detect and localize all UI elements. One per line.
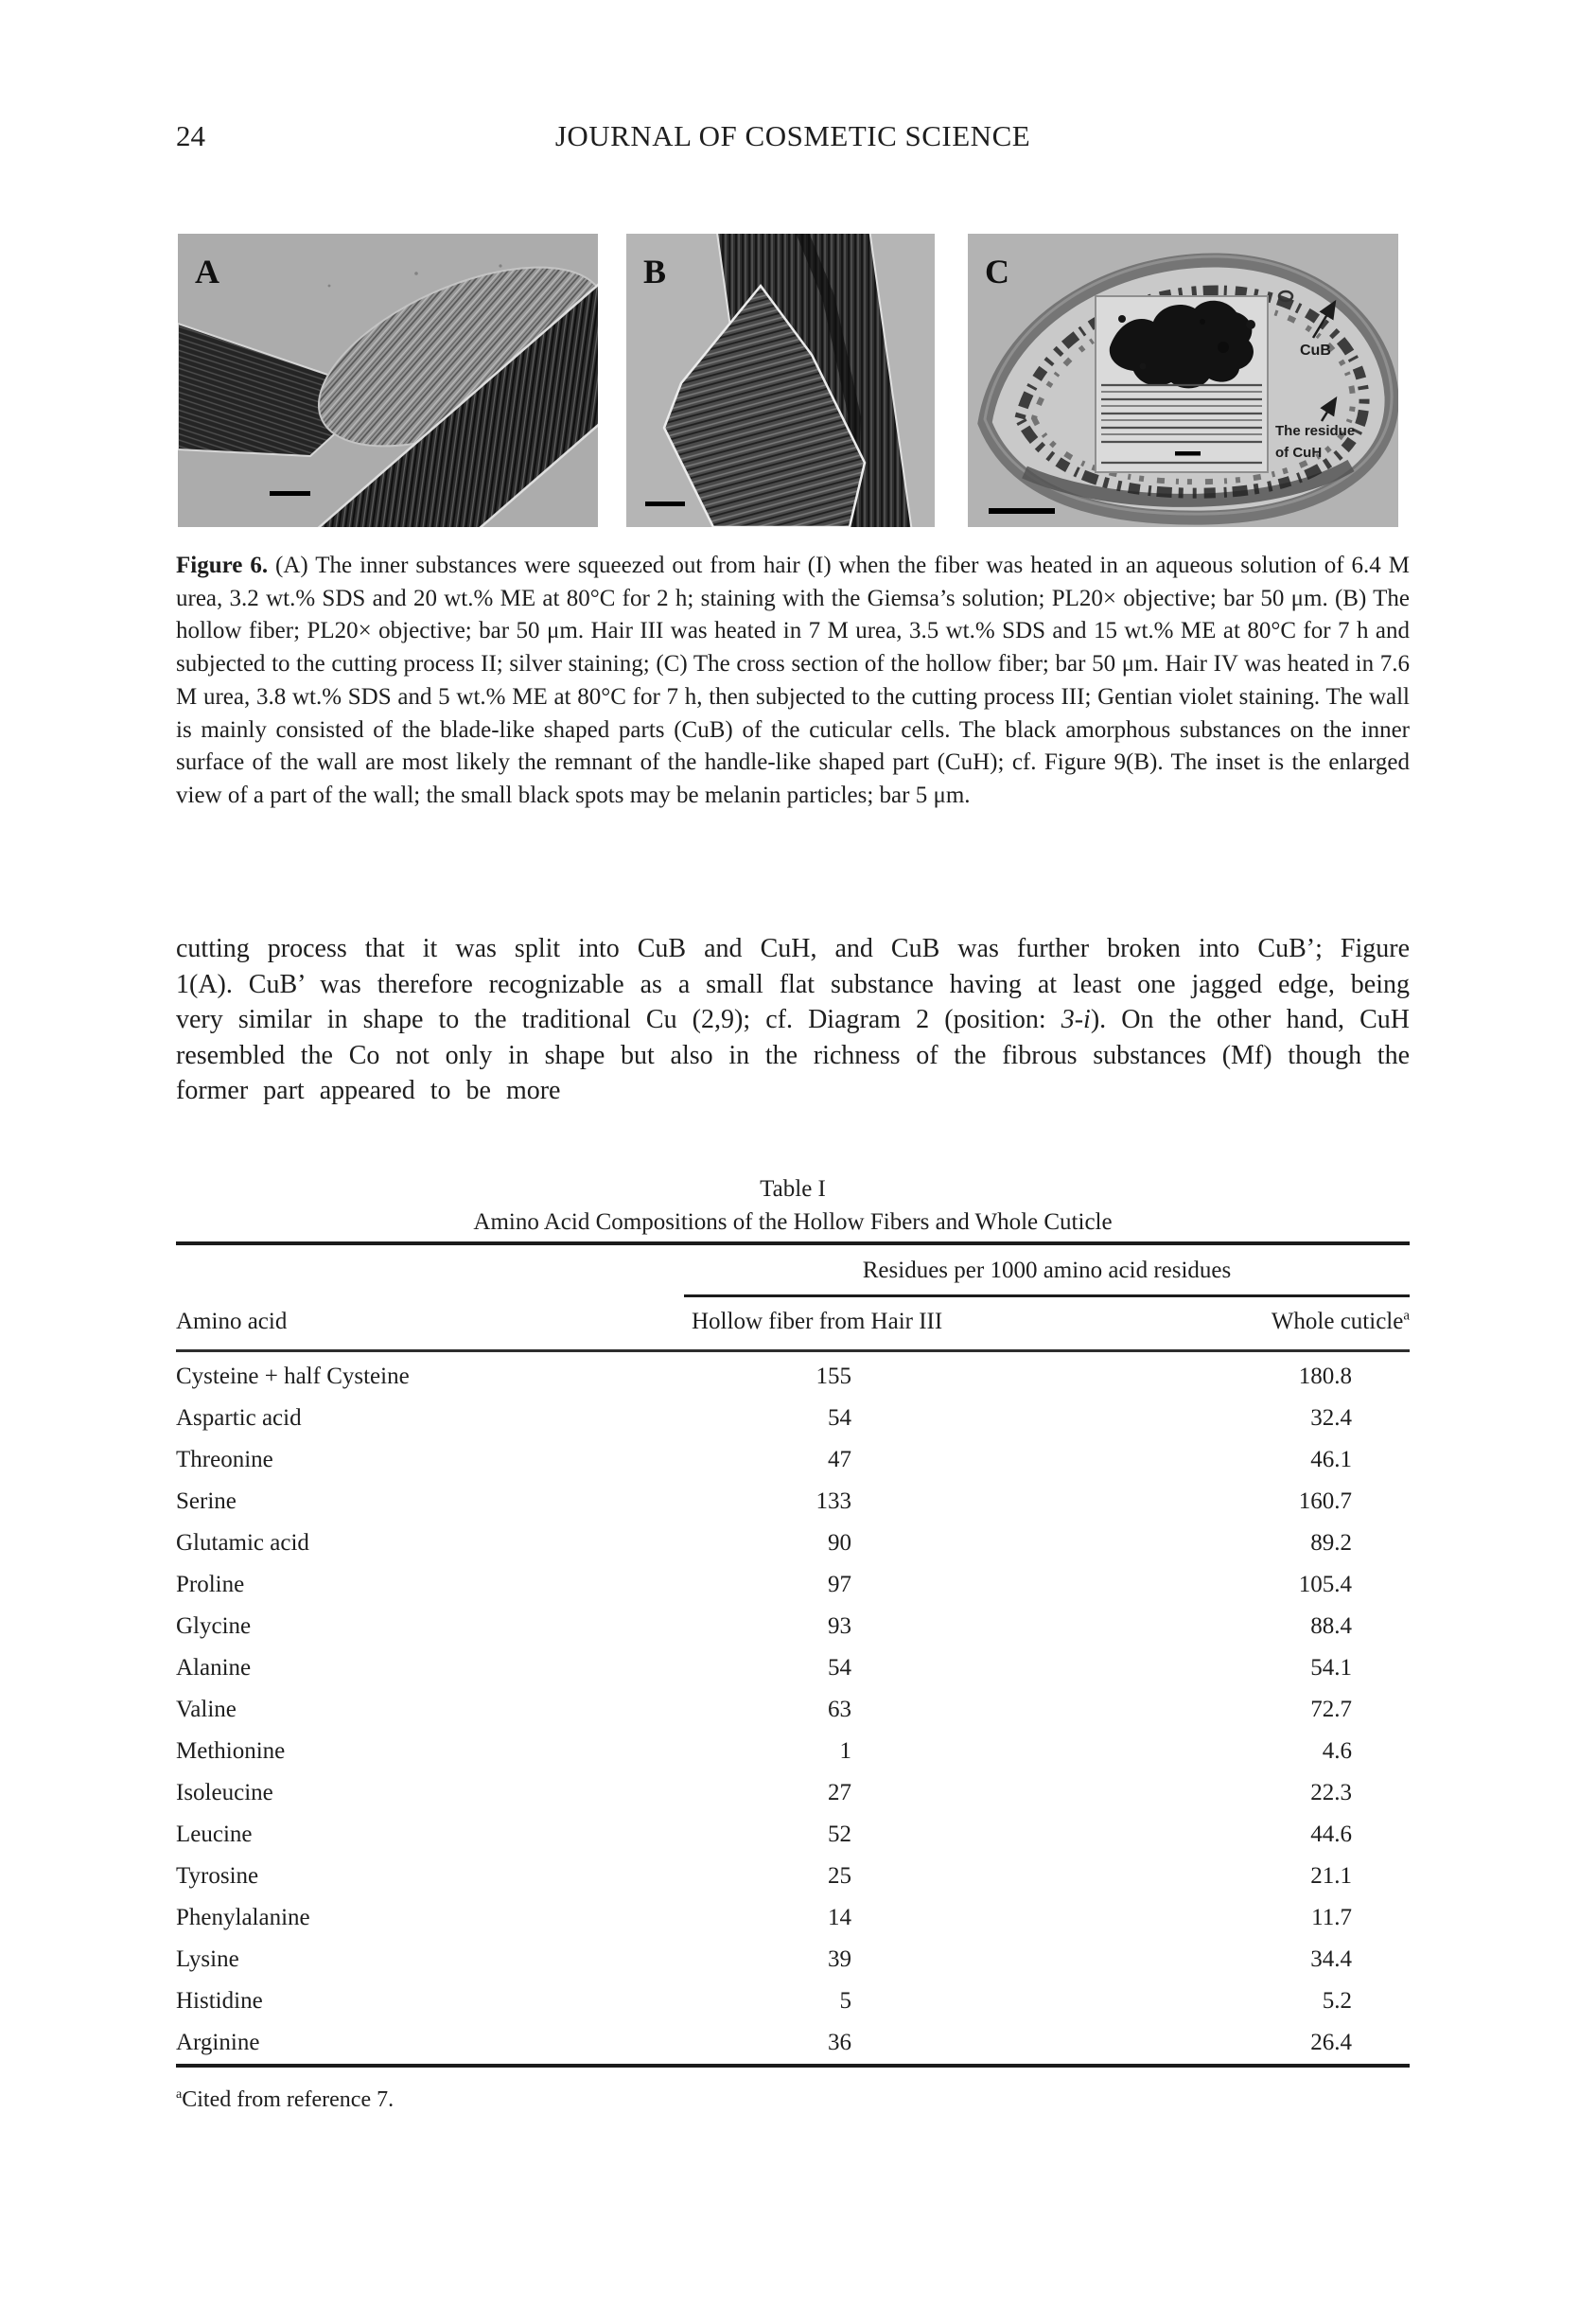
table-rule-span <box>684 1294 1410 1297</box>
table-row <box>176 1564 1410 1606</box>
table-rule-bottom <box>176 2064 1410 2068</box>
hollow-fiber-value: 47 <box>828 1447 851 1472</box>
table-row <box>176 2022 1410 2064</box>
amino-acid-cell: Methionine <box>176 1738 286 1764</box>
hollow-fiber-value: 90 <box>828 1530 851 1556</box>
table-row <box>176 1606 1410 1647</box>
cub-annotation: CuB <box>1300 343 1331 359</box>
panel-label: A <box>195 253 219 290</box>
amino-acid-cell: Isoleucine <box>176 1780 273 1805</box>
amino-acid-cell: Leucine <box>176 1822 253 1847</box>
figure-6-caption <box>176 550 1410 813</box>
figure-6-panels <box>0 234 1596 527</box>
hollow-fiber-value: 25 <box>828 1863 851 1889</box>
amino-acid-cell: Tyrosine <box>176 1863 259 1889</box>
amino-acid-cell: Glutamic acid <box>176 1530 309 1556</box>
whole-cuticle-value: 89.2 <box>1310 1530 1352 1556</box>
amino-acid-cell: Arginine <box>176 2030 260 2055</box>
amino-acid-cell: Proline <box>176 1572 245 1597</box>
table-footnote <box>176 2087 394 2113</box>
whole-cuticle-value: 5.2 <box>1322 1988 1352 2014</box>
hollow-fiber-value: 133 <box>816 1488 851 1514</box>
inset-enlarged-wall <box>1096 296 1268 472</box>
table-row <box>176 1980 1410 2022</box>
hollow-fiber-value: 39 <box>828 1946 851 1972</box>
micrograph-panel-b <box>626 234 935 527</box>
scale-bar <box>989 508 1055 514</box>
whole-cuticle-value: 32.4 <box>1310 1405 1352 1431</box>
page-number: 24 <box>176 119 205 152</box>
table-rule-header <box>176 1349 1410 1352</box>
amino-acid-cell: Glycine <box>176 1613 252 1639</box>
footnote-marker: a <box>176 2087 183 2102</box>
residue-annotation-line2: of CuH <box>1275 445 1323 461</box>
hollow-fiber-value: 52 <box>828 1822 851 1847</box>
scale-bar <box>645 502 685 506</box>
whole-cuticle-value: 34.4 <box>1310 1946 1352 1972</box>
amino-acid-cell: Serine <box>176 1488 237 1514</box>
hollow-fiber-value: 93 <box>828 1613 851 1639</box>
body-text-after: ). On the other hand, CuH resembled the Co not only in shape but also in the richness of the fibrous substances (Mf) though the former part appeared to be more <box>176 1005 1411 1105</box>
column-header-hollow-fiber: Hollow fiber from Hair III <box>692 1309 943 1334</box>
micrograph-panel-a <box>178 234 598 527</box>
whole-cuticle-value: 26.4 <box>1310 2030 1352 2055</box>
inset-scale-bar <box>1175 451 1201 456</box>
amino-acid-cell: Valine <box>176 1697 237 1722</box>
body-text-italic: 3-i <box>1061 1005 1091 1034</box>
table-row <box>176 1772 1410 1814</box>
amino-acid-cell: Alanine <box>176 1655 252 1681</box>
table-row <box>176 1731 1410 1772</box>
whole-cuticle-value: 72.7 <box>1310 1697 1352 1722</box>
hollow-fiber-value: 54 <box>828 1405 851 1431</box>
residue-annotation-line1: The residue <box>1275 423 1356 439</box>
amino-acid-cell: Aspartic acid <box>176 1405 302 1431</box>
table-row <box>176 1689 1410 1731</box>
table-row <box>176 1481 1410 1523</box>
table-row <box>176 1398 1410 1439</box>
table-row <box>176 1523 1410 1564</box>
whole-cuticle-value: 54.1 <box>1310 1655 1352 1681</box>
hollow-fiber-value: 27 <box>828 1780 851 1805</box>
hollow-fiber-value: 1 <box>839 1738 851 1764</box>
panel-label: C <box>985 253 1009 290</box>
column-header-amino-acid: Amino acid <box>176 1309 288 1334</box>
hollow-fiber-value: 5 <box>839 1988 851 2014</box>
whole-cuticle-value: 46.1 <box>1310 1447 1352 1472</box>
caption-label: Figure 6. <box>176 553 269 578</box>
hollow-fiber-value: 14 <box>828 1905 851 1930</box>
hollow-fiber-value: 36 <box>828 2030 851 2055</box>
column-header-whole-cuticle: Whole cuticle$^a$ <box>1271 1308 1410 1334</box>
hollow-fiber-value: 155 <box>816 1364 851 1389</box>
hollow-fiber-value: 54 <box>828 1655 851 1681</box>
whole-cuticle-value: 11.7 <box>1311 1905 1352 1930</box>
hollow-fiber-value: 63 <box>828 1697 851 1722</box>
footnote-text: Cited from reference 7. <box>182 2087 395 2112</box>
whole-cuticle-value: 180.8 <box>1298 1364 1352 1389</box>
whole-cuticle-value: 44.6 <box>1310 1822 1352 1847</box>
whole-cuticle-value: 105.4 <box>1298 1572 1352 1597</box>
amino-acid-cell: Threonine <box>176 1447 273 1472</box>
table-row <box>176 1356 1410 1398</box>
table-span-header: Residues per 1000 amino acid residues <box>862 1258 1232 1283</box>
journal-title: JOURNAL OF COSMETIC SCIENCE <box>554 119 1031 152</box>
micrograph-panel-c <box>968 234 1398 527</box>
table-subtitle: Amino Acid Compositions of the Hollow Fibers and Whole Cuticle <box>473 1209 1113 1235</box>
caption-text: (A) The inner substances were squeezed out from hair (I) when the fiber was heated in an aqueous solution of 6.4 M urea, 3.2 wt.% SDS and 20 wt.% ME at 80°C for 2 h; staining with the Giemsa’s solution; PL20× objective; bar 50 μm. (B) The hollow fiber; PL20× objective; bar 50 μm. Hair III was heated in 7 M urea, 3.5 wt.% SDS and 15 wt.% ME at 80°C for 7 h and subjected to the cutting process II; silver staining; (C) The cross section of the hollow fiber; bar 50 μm. Hair IV was heated in 7.6 M urea, 3.8 wt.% SDS and 5 wt.% ME at 80°C for 7 h, then subjected to the cutting process III; Gentian violet staining. The wall is mainly consisted of the blade-like shaped parts (CuB) of the cuticular cells. The black amorphous substances on the inner surface of the wall are most likely the remnant of the handle-like shaped part (CuH); cf. Figure 9(B). The inset is the enlarged view of a part of the wall; the small black spots may be melanin particles; bar 5 μm. <box>176 553 1410 808</box>
table-row <box>176 1939 1410 1980</box>
table-body <box>176 1356 1410 2064</box>
table-row <box>176 1897 1410 1939</box>
header-footnote-marker: a <box>1403 1308 1410 1324</box>
whole-cuticle-value: 22.3 <box>1310 1780 1352 1805</box>
panel-label: B <box>643 253 667 290</box>
table-row <box>176 1814 1410 1856</box>
whole-cuticle-value: 21.1 <box>1310 1863 1352 1889</box>
table-1 <box>176 1176 1410 2141</box>
table-row <box>176 1439 1410 1481</box>
amino-acid-cell: Phenylalanine <box>176 1905 310 1930</box>
amino-acid-cell: Lysine <box>176 1946 239 1972</box>
table-column-headers <box>176 1309 1410 1343</box>
table-rule-top <box>176 1241 1410 1245</box>
scale-bar <box>270 491 310 496</box>
table-title: Table I <box>760 1176 826 1202</box>
whole-cuticle-value: 88.4 <box>1310 1613 1352 1639</box>
running-head <box>176 117 1410 159</box>
table-row <box>176 1856 1410 1897</box>
body-paragraph <box>176 931 1410 1109</box>
whole-cuticle-value: 4.6 <box>1322 1738 1352 1764</box>
table-row <box>176 1647 1410 1689</box>
whole-cuticle-value: 160.7 <box>1298 1488 1352 1514</box>
body-text-before: cutting process that it was split into CuB and CuH, and CuB was further broken into CuB’; Figure 1(A). CuB’ was therefore recognizable as a small flat substance having at least one jagged edge, being very similar in shape to the traditional Cu (2,9); cf. Diagram 2 (position: <box>176 934 1410 1034</box>
hollow-fiber-value: 97 <box>828 1572 851 1597</box>
amino-acid-cell: Histidine <box>176 1988 263 2014</box>
amino-acid-cell: Cysteine + half Cysteine <box>176 1364 410 1389</box>
